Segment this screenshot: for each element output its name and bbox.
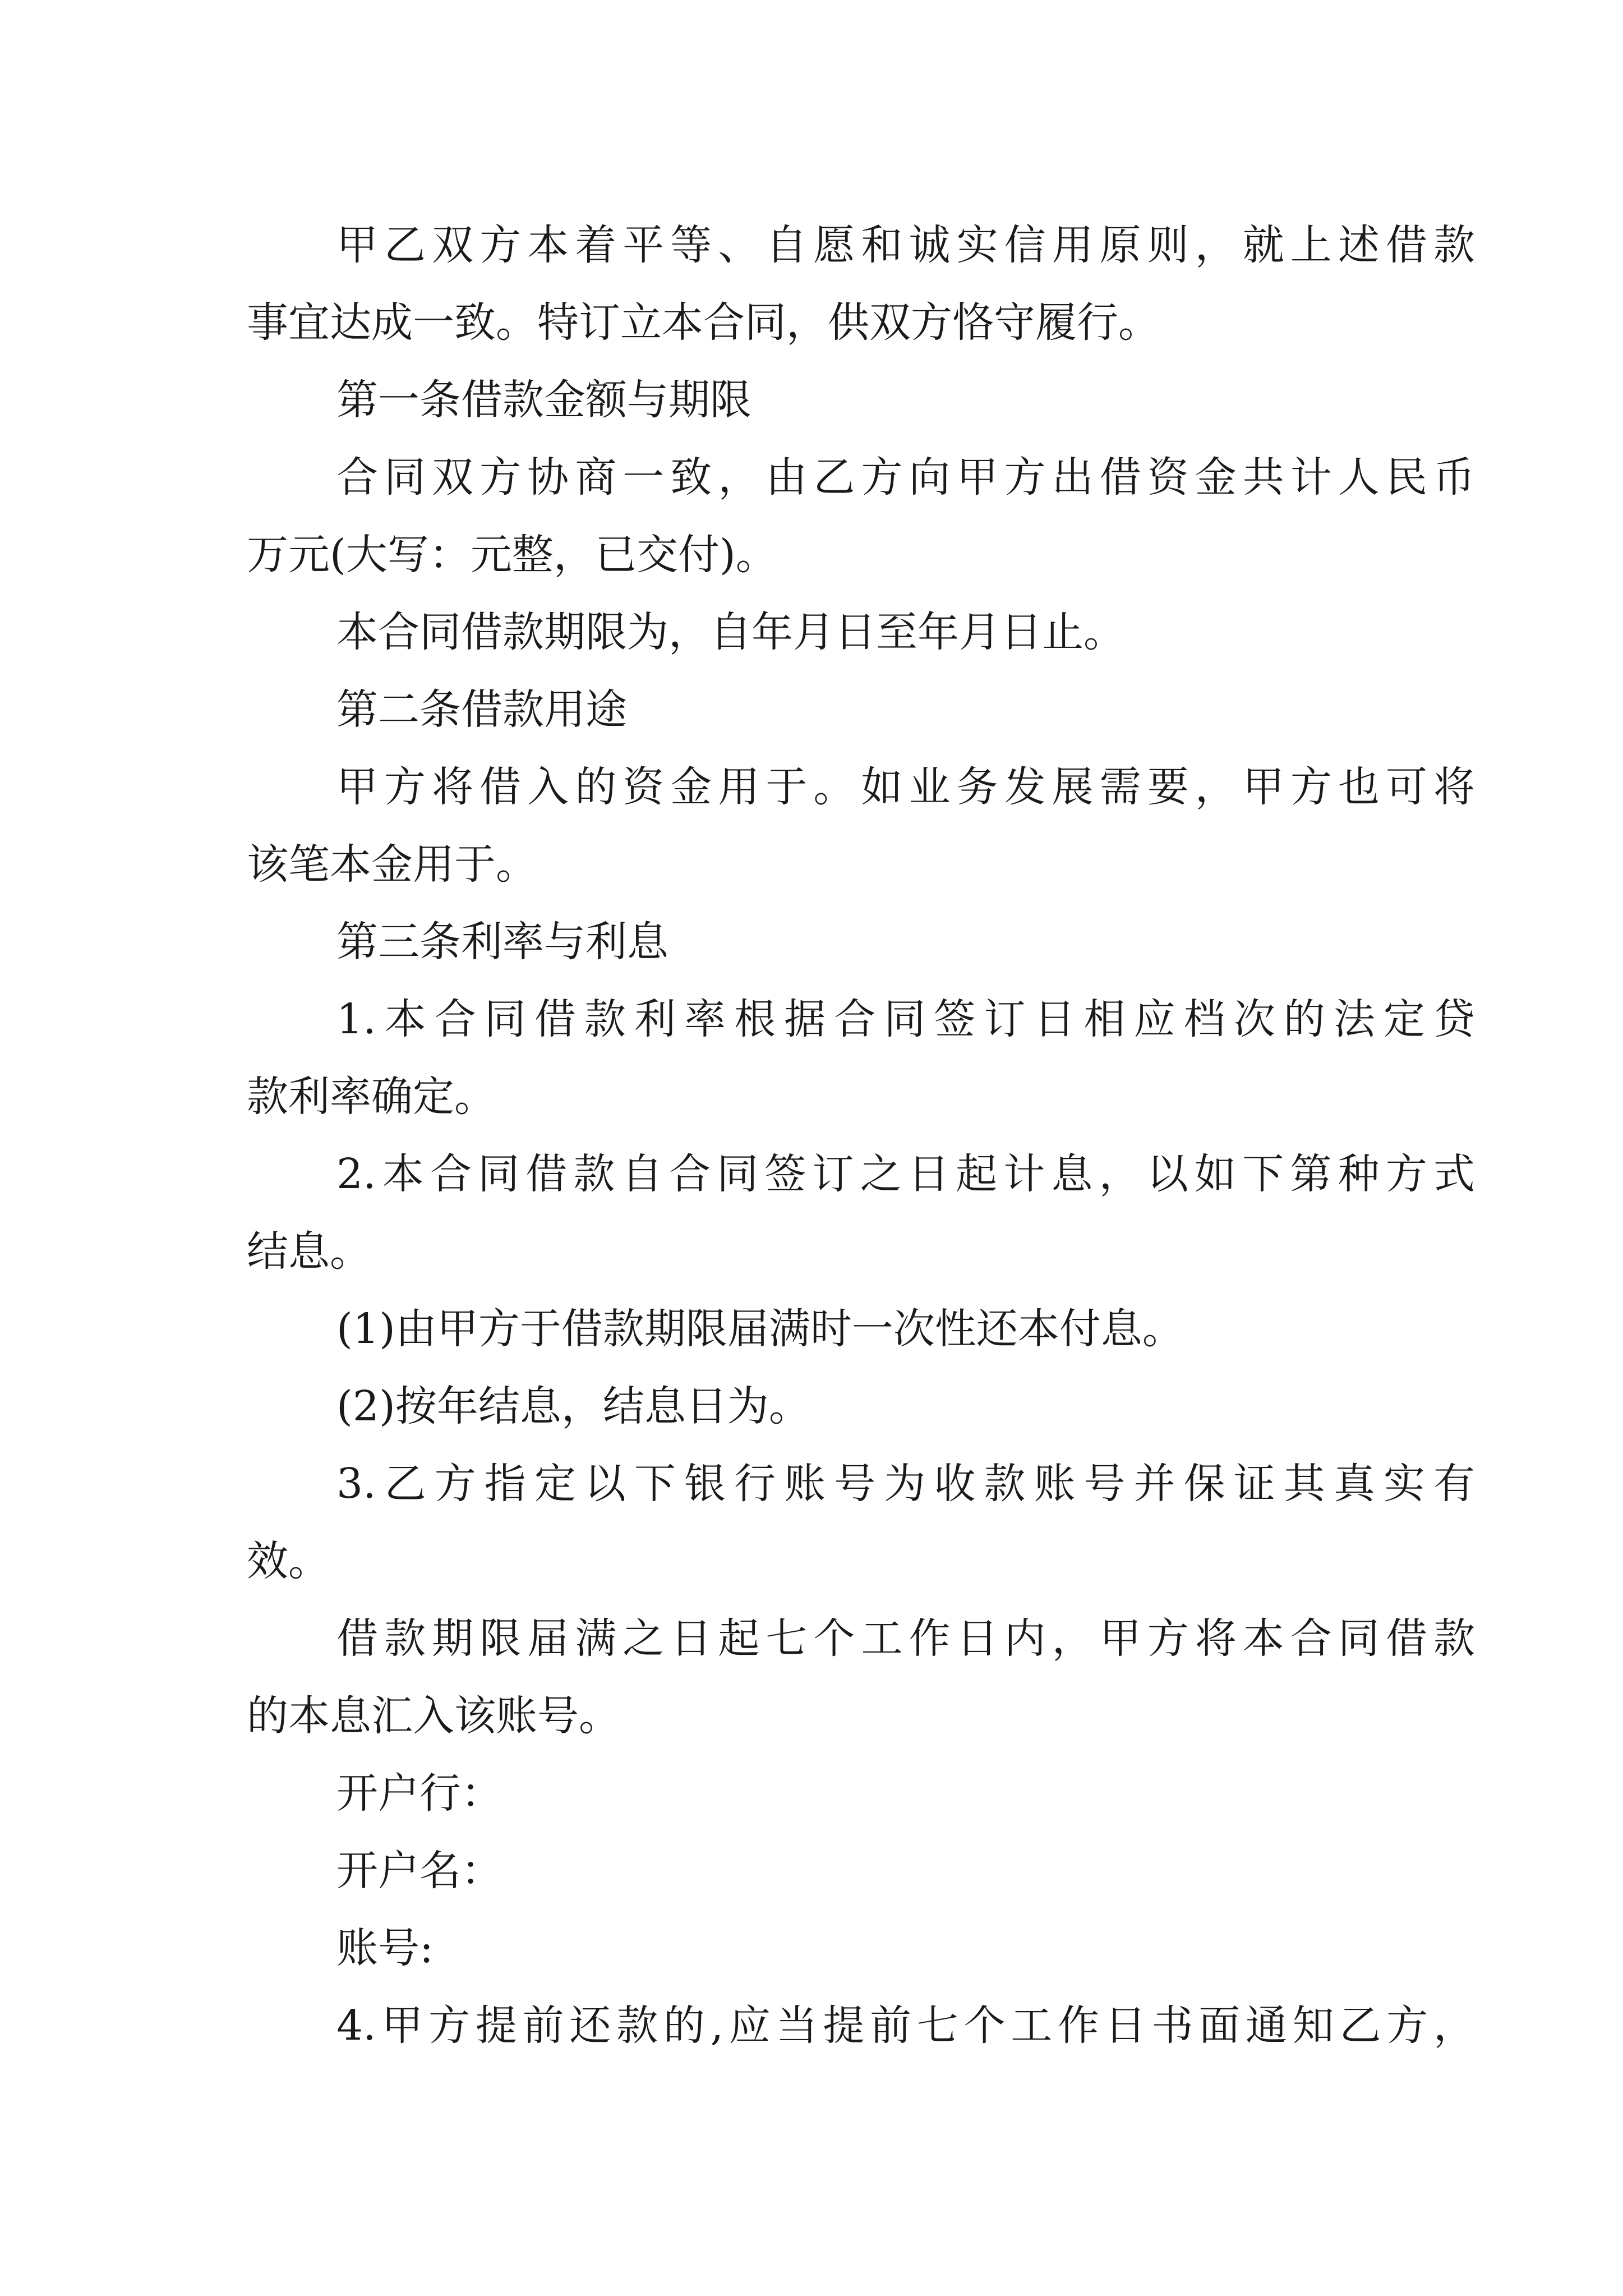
- clause-4-line-1: 4.甲方提前还款的,应当提前七个工作日书面通知乙方，: [336, 2001, 1475, 2050]
- article-3-heading: 第三条利率与利息: [336, 918, 668, 966]
- clause-3-line-2: 效。: [247, 1537, 330, 1585]
- clause-2-option-2: (2)按年结息，结息日为。: [336, 1382, 810, 1430]
- clause-2-option-1: (1)由甲方于借款期限届满时一次性还本付息。: [336, 1305, 1184, 1353]
- paragraph-purpose-line-1: 甲方将借入的资金用于。如业务发展需要，甲方也可将: [336, 763, 1475, 811]
- clause-2-line-2: 结息。: [247, 1227, 371, 1276]
- paragraph-amount-line-2: 万元(大写：元整，已交付)。: [247, 531, 777, 579]
- clause-1-line-1: 1.本合同借款利率根据合同签订日相应档次的法定贷: [336, 995, 1475, 1043]
- paragraph-repayment-line-1: 借款期限届满之日起七个工作日内，甲方将本合同借款: [336, 1614, 1475, 1663]
- clause-3-line-1: 3.乙方指定以下银行账号为收款账号并保证其真实有: [336, 1460, 1475, 1508]
- article-2-heading: 第二条借款用途: [336, 685, 627, 734]
- paragraph-principle-line-2: 事宜达成一致。特订立本合同，供双方恪守履行。: [247, 298, 1160, 347]
- paragraph-principle-line-1: 甲乙双方本着平等、自愿和诚实信用原则，就上述借款: [336, 221, 1475, 269]
- paragraph-term: 本合同借款期限为，自年月日至年月日止。: [336, 608, 1125, 656]
- paragraph-repayment-line-2: 的本息汇入该账号。: [247, 1692, 620, 1740]
- article-1-heading: 第一条借款金额与期限: [336, 376, 751, 424]
- account-number-label: 账号:: [336, 1924, 434, 1972]
- paragraph-amount-line-1: 合同双方协商一致，由乙方向甲方出借资金共计人民币: [336, 453, 1475, 501]
- account-name-label: 开户名：: [336, 1847, 502, 1895]
- paragraph-purpose-line-2: 该笔本金用于。: [247, 840, 537, 889]
- bank-name-label: 开户行：: [336, 1769, 502, 1818]
- clause-1-line-2: 款利率确定。: [247, 1073, 496, 1121]
- clause-2-line-1: 2.本合同借款自合同签订之日起计息，以如下第种方式: [336, 1150, 1475, 1198]
